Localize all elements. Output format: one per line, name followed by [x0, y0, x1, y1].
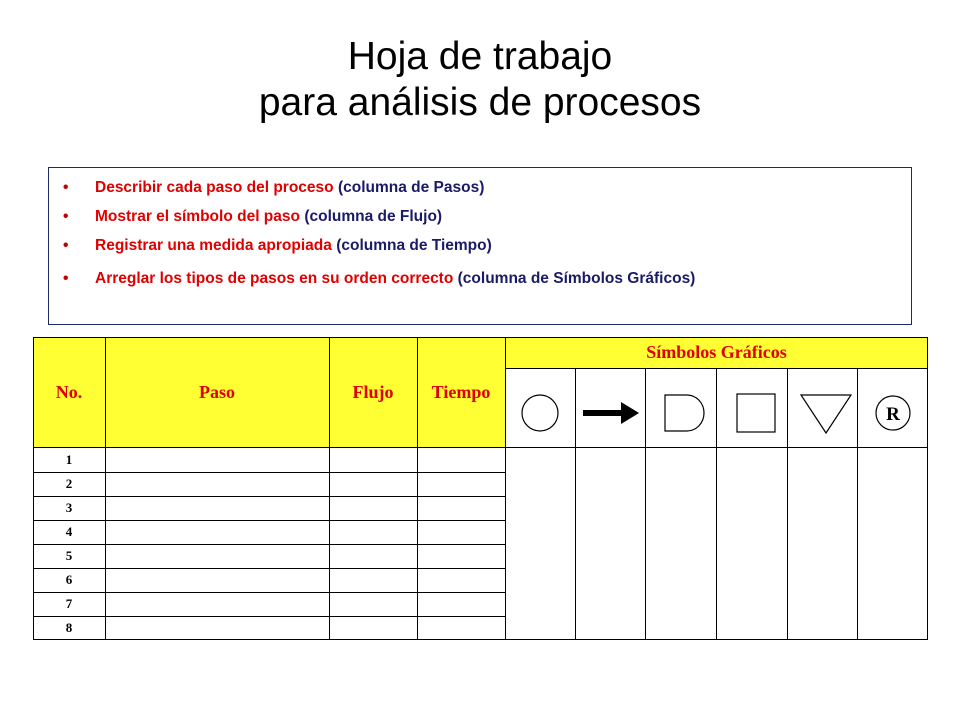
rework-r-icon — [876, 396, 910, 430]
row-number: 4 — [65, 524, 73, 539]
row-number: 1 — [65, 452, 73, 467]
title-line-1: Hoja de trabajo — [347, 35, 613, 78]
title-line-2: para análisis de procesos — [258, 81, 702, 124]
bullet-dot-icon: • — [63, 179, 69, 196]
instructions-box — [48, 167, 912, 325]
inspection-square-icon — [737, 394, 775, 432]
row-number: 7 — [65, 596, 73, 611]
header-no-label: No. — [55, 381, 83, 402]
bullet-dot-icon: • — [63, 208, 69, 225]
header-simbolos — [505, 337, 928, 368]
operation-circle-icon — [522, 395, 558, 431]
page-title — [0, 34, 960, 126]
symbols-row — [505, 369, 928, 447]
header-paso-label: Paso — [199, 381, 235, 402]
bullet-main-text: Registrar una medida apropiada — [95, 237, 332, 254]
row-number: 5 — [65, 548, 73, 563]
bullet-item — [63, 268, 899, 290]
row-number: 8 — [65, 620, 73, 635]
bullet-main-text: Describir cada paso del proceso — [95, 179, 334, 196]
header-tiempo-label: Tiempo — [431, 381, 491, 402]
bullet-dot-icon: • — [63, 270, 69, 287]
bullet-main-text: Mostrar el símbolo del paso — [95, 208, 300, 225]
header-flujo-label: Flujo — [352, 381, 394, 402]
bullet-main-text: Arreglar los tipos de pasos en su orden correcto — [95, 270, 454, 287]
bullet-item — [63, 206, 899, 228]
delay-d-icon — [665, 395, 704, 431]
bullet-dot-icon: • — [63, 237, 69, 254]
header-tiempo — [417, 337, 505, 447]
header-simbolos-label: Símbolos Gráficos — [646, 342, 787, 362]
header-paso — [105, 337, 329, 447]
storage-triangle-icon — [801, 395, 851, 433]
row-number: 6 — [65, 572, 73, 587]
rework-r-label: R — [886, 404, 900, 425]
bullet-column-text: (columna de Símbolos Gráficos) — [457, 270, 696, 287]
header-no — [33, 337, 105, 447]
bullet-column-text: (columna de Tiempo) — [336, 237, 492, 254]
row-number: 2 — [65, 476, 73, 491]
bullet-item — [63, 235, 899, 257]
transport-arrow-icon — [583, 402, 639, 424]
bullet-column-text: (columna de Pasos) — [337, 179, 485, 196]
bullet-column-text: (columna de Flujo) — [304, 208, 443, 225]
bullet-item — [63, 177, 899, 199]
header-flujo — [329, 337, 417, 447]
row-number: 3 — [65, 500, 73, 515]
